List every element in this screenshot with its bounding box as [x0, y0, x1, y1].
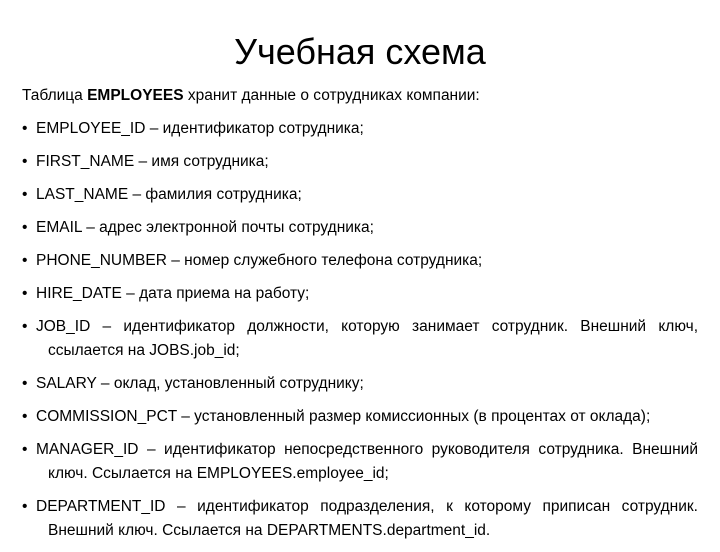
- list-item: [22, 249, 698, 273]
- bullet-icon: •: [22, 120, 28, 137]
- list-item: [22, 405, 698, 429]
- list-item-text: LAST_NAME – фамилия сотрудника;: [36, 186, 302, 203]
- bullet-icon: •: [22, 252, 28, 269]
- list-item-text: SALARY – оклад, установленный сотруднику;: [36, 375, 364, 392]
- column-list: [22, 117, 698, 543]
- bullet-icon: •: [22, 285, 28, 302]
- intro-suffix: хранит данные о сотрудниках компании:: [187, 87, 480, 104]
- list-item: [22, 282, 698, 306]
- list-item-text: JOB_ID – идентификатор должности, которую занимает сотрудник. Внешний ключ, ссылается на JOBS.job_id;: [36, 318, 698, 359]
- list-item: [22, 495, 698, 543]
- bullet-icon: •: [22, 186, 28, 203]
- bullet-icon: •: [22, 441, 28, 458]
- bullet-icon: •: [22, 498, 28, 515]
- list-item-text: COMMISSION_PCT – установленный размер комиссионных (в процентах от оклада);: [36, 408, 651, 425]
- list-item-text: HIRE_DATE – дата приема на работу;: [36, 285, 310, 302]
- list-item: [22, 150, 698, 174]
- bullet-icon: •: [22, 153, 28, 170]
- intro-table-name: EMPLOYEES: [87, 87, 184, 104]
- list-item-text: EMPLOYEE_ID – идентификатор сотрудника;: [36, 120, 364, 137]
- list-item-text: EMAIL – адрес электронной почты сотрудника;: [36, 219, 374, 236]
- list-item: [22, 216, 698, 240]
- slide-title: Учебная схема: [234, 31, 486, 72]
- intro-paragraph: [22, 84, 698, 108]
- list-item: [22, 372, 698, 396]
- list-item-text: FIRST_NAME – имя сотрудника;: [36, 153, 269, 170]
- bullet-icon: •: [22, 219, 28, 236]
- list-item: [22, 315, 698, 363]
- list-item-text: MANAGER_ID – идентификатор непосредственного руководителя сотрудника. Внешний ключ. Ссылается на EMPLOYEES.employee_id;: [36, 441, 698, 482]
- list-item-text: DEPARTMENT_ID – идентификатор подразделения, к которому приписан сотрудник. Внешний ключ. Ссылается на DEPARTMENTS.department_id.: [36, 498, 698, 539]
- bullet-icon: •: [22, 375, 28, 392]
- list-item: [22, 183, 698, 207]
- slide-content: [22, 84, 698, 552]
- intro-prefix: Таблица: [22, 87, 83, 104]
- bullet-icon: •: [22, 408, 28, 425]
- list-item: [22, 438, 698, 486]
- list-item: [22, 117, 698, 141]
- list-item-text: PHONE_NUMBER – номер служебного телефона сотрудника;: [36, 252, 483, 269]
- bullet-icon: •: [22, 318, 28, 335]
